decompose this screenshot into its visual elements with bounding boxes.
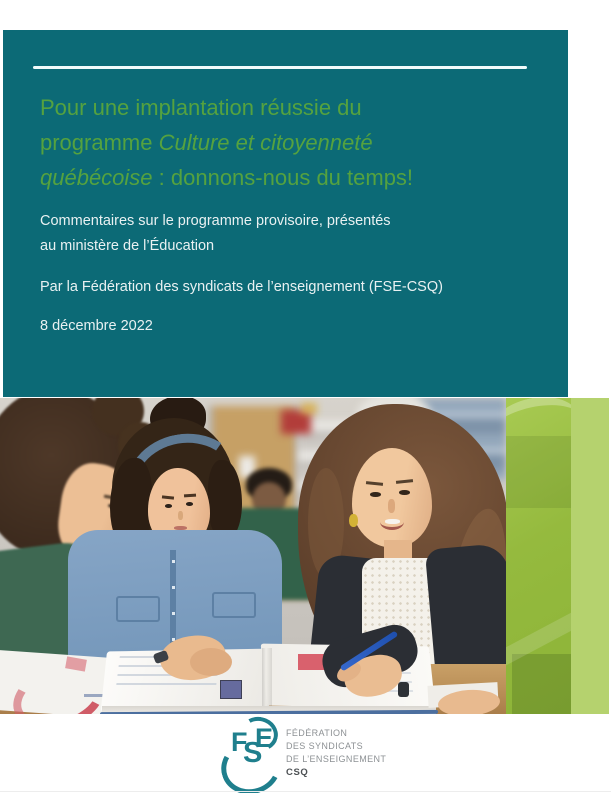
fse-logo-line-1: FÉDÉRATION [286,728,348,738]
teacher-earring [349,514,358,527]
center-student-eye-right [186,502,193,506]
center-student-eye-left [165,504,172,508]
center-student-nose [178,511,183,520]
teacher-teeth [385,519,400,524]
subtitle-line-1: Commentaires sur le programme provisoire, présentés [40,213,391,229]
textbook-spine [262,648,272,710]
title-part-2: : donnons-nous du temps! [152,165,414,190]
title-italic-program-name: Culture et citoyenneté québécoise [40,130,379,190]
accent-band-overlay [506,398,571,714]
teacher-eye-right [399,490,410,495]
title-rule [33,66,527,69]
subtitle-line-2: au ministère de l’Éducation [40,238,215,254]
fse-logo-letter-f: F [231,727,248,757]
fse-logo-letter-e: E [255,723,274,753]
accent-band-shade-low [512,654,571,714]
denim-shirt-pocket-left [116,596,160,622]
page-bottom-edge [0,791,611,792]
csq-label: CSQ [286,767,309,778]
denim-shirt-pocket-right [212,592,256,618]
fse-logo-line-2: DES SYNDICATS [286,741,364,751]
teacher-eye-left [370,492,381,497]
cover-photo [0,398,506,714]
shelf-item [301,403,317,414]
accent-band-shade-mid [506,436,571,508]
teacher-watch [398,682,409,697]
fse-logo-line-3: DE L’ENSEIGNEMENT [286,754,387,764]
report-byline: Par la Fédération des syndicats de l’enseignement (FSE-CSQ) [40,279,443,295]
report-date: 8 décembre 2022 [40,318,153,334]
center-student-hands-2 [190,648,232,676]
accent-band-solid [571,398,609,714]
fse-logo-text [286,727,416,780]
fse-logo-letter-s: S [243,737,263,769]
report-subtitle [40,209,480,259]
teacher-neck [384,540,412,560]
fse-logo [228,720,413,786]
textbook-figure [220,680,242,699]
title-part-1: Pour une implantation réussie du programme [40,95,368,155]
teacher-nose [388,499,395,513]
report-title [40,90,454,195]
fse-logo-mark [228,722,276,782]
cover-header [3,30,568,397]
